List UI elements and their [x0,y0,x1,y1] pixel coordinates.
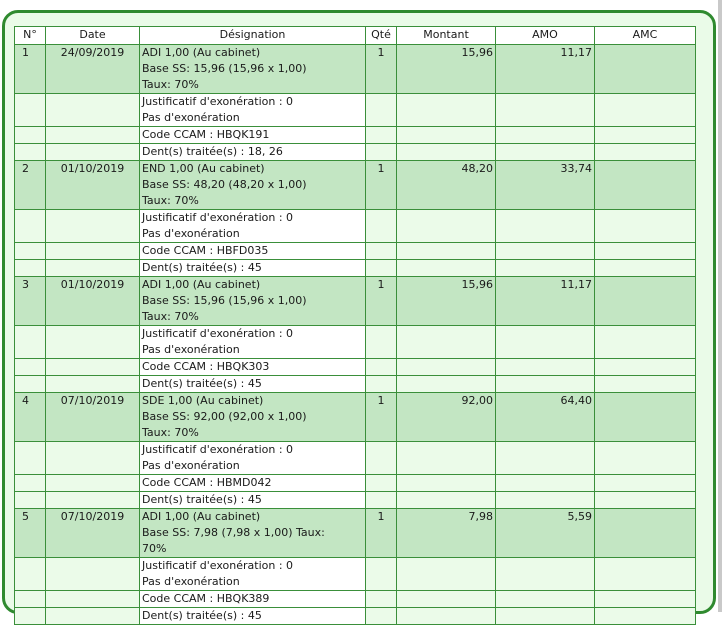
empty-cell [366,376,397,393]
empty-cell [496,243,595,260]
act-amo-cell: 11,17 [496,45,595,94]
empty-cell [496,376,595,393]
empty-cell [397,144,496,161]
empty-cell [366,359,397,376]
column-header-qty[interactable]: Qté [366,27,397,45]
empty-cell [15,376,46,393]
empty-cell [595,243,696,260]
empty-cell [496,475,595,492]
empty-cell [397,359,496,376]
act-detail-row [15,591,696,608]
empty-cell [496,442,595,475]
empty-cell [46,94,140,127]
act-date-cell: 24/09/2019 [46,45,140,94]
empty-cell [397,608,496,625]
act-teeth-cell: Dent(s) traitée(s) : 45 [140,376,366,393]
act-amo-cell: 33,74 [496,161,595,210]
empty-cell [46,210,140,243]
empty-cell [595,260,696,277]
act-number-cell: 4 [15,393,46,442]
empty-cell [595,376,696,393]
acts-table [14,26,696,625]
act-ccam-cell: Code CCAM : HBFD035 [140,243,366,260]
act-amount-cell: 15,96 [397,277,496,326]
empty-cell [496,591,595,608]
empty-cell [496,558,595,591]
window-edge [718,0,722,612]
empty-cell [366,558,397,591]
act-number-cell: 1 [15,45,46,94]
empty-cell [46,591,140,608]
act-ccam-cell: Code CCAM : HBMD042 [140,475,366,492]
act-row[interactable] [15,277,696,326]
empty-cell [15,359,46,376]
act-detail-row [15,475,696,492]
act-detail-row [15,127,696,144]
empty-cell [397,260,496,277]
act-teeth-cell: Dent(s) traitée(s) : 45 [140,260,366,277]
empty-cell [397,127,496,144]
act-date-cell: 01/10/2019 [46,161,140,210]
empty-cell [366,326,397,359]
act-date-cell: 01/10/2019 [46,277,140,326]
act-amo-cell: 64,40 [496,393,595,442]
empty-cell [397,326,496,359]
act-exoneration-cell: Justificatif d'exonération : 0 Pas d'exonération [140,442,366,475]
act-row[interactable] [15,161,696,210]
empty-cell [15,243,46,260]
act-amc-cell [595,161,696,210]
act-detail-row [15,144,696,161]
empty-cell [397,243,496,260]
act-date-cell: 07/10/2019 [46,509,140,558]
empty-cell [397,94,496,127]
empty-cell [496,492,595,509]
act-detail-row [15,376,696,393]
act-exoneration-cell: Justificatif d'exonération : 0 Pas d'exonération [140,326,366,359]
act-designation-cell: ADI 1,00 (Au cabinet) Base SS: 7,98 (7,98 x 1,00) Taux: 70% [140,509,366,558]
act-exoneration-cell: Justificatif d'exonération : 0 Pas d'exonération [140,210,366,243]
empty-cell [46,475,140,492]
empty-cell [397,442,496,475]
empty-cell [366,442,397,475]
empty-cell [496,144,595,161]
empty-cell [15,210,46,243]
act-amc-cell [595,509,696,558]
act-designation-cell: ADI 1,00 (Au cabinet) Base SS: 15,96 (15,96 x 1,00) Taux: 70% [140,45,366,94]
act-designation-cell: END 1,00 (Au cabinet) Base SS: 48,20 (48,20 x 1,00) Taux: 70% [140,161,366,210]
empty-cell [15,608,46,625]
act-detail-row [15,359,696,376]
empty-cell [366,243,397,260]
empty-cell [595,359,696,376]
act-qty-cell: 1 [366,509,397,558]
column-header-amc[interactable]: AMC [595,27,696,45]
act-row[interactable] [15,45,696,94]
act-number-cell: 2 [15,161,46,210]
empty-cell [46,326,140,359]
empty-cell [595,608,696,625]
column-header-designation[interactable]: Désignation [140,27,366,45]
act-number-cell: 5 [15,509,46,558]
act-amo-cell: 5,59 [496,509,595,558]
act-detail-row [15,243,696,260]
act-ccam-cell: Code CCAM : HBQK303 [140,359,366,376]
act-amount-cell: 15,96 [397,45,496,94]
act-teeth-cell: Dent(s) traitée(s) : 18, 26 [140,144,366,161]
act-teeth-cell: Dent(s) traitée(s) : 45 [140,492,366,509]
empty-cell [595,127,696,144]
act-detail-row [15,492,696,509]
act-qty-cell: 1 [366,277,397,326]
act-amount-cell: 7,98 [397,509,496,558]
empty-cell [496,608,595,625]
empty-cell [366,492,397,509]
empty-cell [397,210,496,243]
act-amc-cell [595,45,696,94]
empty-cell [15,591,46,608]
empty-cell [595,326,696,359]
act-designation-cell: ADI 1,00 (Au cabinet) Base SS: 15,96 (15,96 x 1,00) Taux: 70% [140,277,366,326]
empty-cell [15,144,46,161]
act-ccam-cell: Code CCAM : HBQK191 [140,127,366,144]
empty-cell [46,359,140,376]
act-teeth-cell: Dent(s) traitée(s) : 45 [140,608,366,625]
act-detail-row [15,442,696,475]
empty-cell [496,94,595,127]
act-exoneration-cell: Justificatif d'exonération : 0 Pas d'exonération [140,94,366,127]
act-detail-row [15,260,696,277]
empty-cell [496,127,595,144]
empty-cell [366,127,397,144]
act-qty-cell: 1 [366,393,397,442]
act-detail-row [15,94,696,127]
act-detail-row [15,326,696,359]
empty-cell [46,376,140,393]
empty-cell [595,144,696,161]
empty-cell [595,558,696,591]
empty-cell [496,210,595,243]
empty-cell [595,442,696,475]
act-amc-cell [595,393,696,442]
empty-cell [366,608,397,625]
empty-cell [46,608,140,625]
empty-cell [366,475,397,492]
empty-cell [46,558,140,591]
empty-cell [366,144,397,161]
act-qty-cell: 1 [366,45,397,94]
empty-cell [496,260,595,277]
empty-cell [595,591,696,608]
act-designation-cell: SDE 1,00 (Au cabinet) Base SS: 92,00 (92,00 x 1,00) Taux: 70% [140,393,366,442]
empty-cell [496,359,595,376]
empty-cell [595,475,696,492]
empty-cell [595,492,696,509]
empty-cell [397,492,496,509]
column-header-num[interactable]: N° [15,27,46,45]
act-number-cell: 3 [15,277,46,326]
empty-cell [46,243,140,260]
empty-cell [15,94,46,127]
act-ccam-cell: Code CCAM : HBQK389 [140,591,366,608]
empty-cell [15,475,46,492]
empty-cell [46,260,140,277]
column-header-date[interactable]: Date [46,27,140,45]
act-amount-cell: 92,00 [397,393,496,442]
empty-cell [46,127,140,144]
empty-cell [15,326,46,359]
empty-cell [595,210,696,243]
empty-cell [46,442,140,475]
act-detail-row [15,608,696,625]
column-header-amo[interactable]: AMO [496,27,595,45]
empty-cell [595,94,696,127]
act-amount-cell: 48,20 [397,161,496,210]
act-amc-cell [595,277,696,326]
empty-cell [366,210,397,243]
act-detail-row [15,558,696,591]
empty-cell [15,127,46,144]
empty-cell [397,591,496,608]
empty-cell [46,144,140,161]
act-date-cell: 07/10/2019 [46,393,140,442]
act-row[interactable] [15,509,696,558]
act-qty-cell: 1 [366,161,397,210]
empty-cell [15,558,46,591]
empty-cell [366,94,397,127]
empty-cell [366,591,397,608]
empty-cell [366,260,397,277]
header-row [15,27,696,45]
act-row[interactable] [15,393,696,442]
empty-cell [15,260,46,277]
acts-body [15,45,696,625]
empty-cell [496,326,595,359]
empty-cell [397,558,496,591]
empty-cell [15,442,46,475]
empty-cell [397,475,496,492]
act-amo-cell: 11,17 [496,277,595,326]
empty-cell [15,492,46,509]
empty-cell [46,492,140,509]
column-header-amount[interactable]: Montant [397,27,496,45]
act-exoneration-cell: Justificatif d'exonération : 0 Pas d'exonération [140,558,366,591]
empty-cell [397,376,496,393]
act-detail-row [15,210,696,243]
